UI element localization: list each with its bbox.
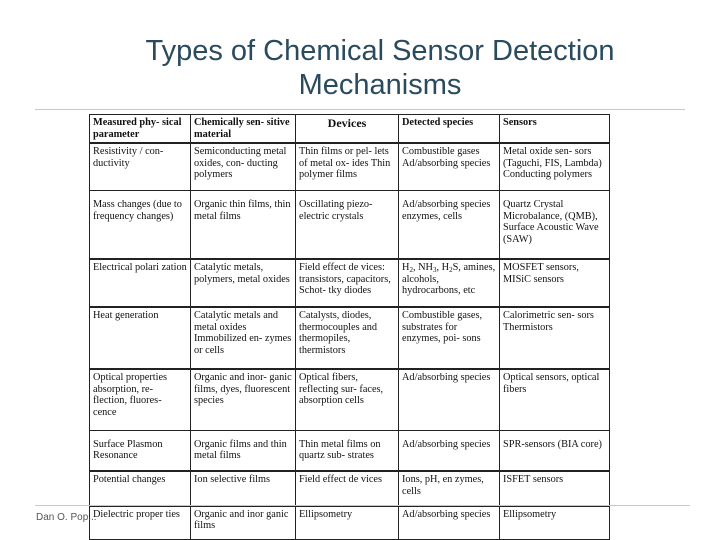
cell-sensors: MOSFET sensors, MISiC sensors: [500, 259, 610, 307]
cell-sensors: Metal oxide sen- sors (Taguchi, FIS, Lambda) Conducting polymers: [500, 143, 610, 191]
cell-species: Ad/absorbing species enzymes, cells: [399, 191, 500, 259]
cell-devices: Ellipsometry: [296, 506, 399, 540]
cell-species: Combustible gases Ad/absorbing species: [399, 143, 500, 191]
cell-parameter: Optical properties absorption, re- flection, fluores- cence: [90, 369, 191, 430]
slide-title: Types of Chemical Sensor Detection Mechanisms: [145, 35, 615, 101]
footer-author: Dan O. Pop...: [36, 512, 97, 523]
table-row: [90, 191, 610, 259]
cell-material: Semiconducting metal oxides, con- ducting polymers: [191, 143, 296, 191]
cell-devices: Optical fibers, reflecting sur- faces, absorption cells: [296, 369, 399, 430]
cell-species: Combustible gases, substrates for enzymes, poi- sons: [399, 307, 500, 369]
cell-material: Organic thin films, thin metal films: [191, 191, 296, 259]
header-sensors: Sensors: [500, 115, 610, 144]
cell-material: Organic and inor- ganic films, dyes, fluorescent species: [191, 369, 296, 430]
cell-devices: Thin metal films on quartz sub- strates: [296, 430, 399, 471]
cell-parameter: Dielectric proper ties: [90, 506, 191, 540]
footer-divider: [35, 505, 690, 506]
cell-species: Ions, pH, en zymes, cells: [399, 471, 500, 505]
table-row: [90, 430, 610, 471]
cell-sensors: Ellipsometry: [500, 506, 610, 540]
cell-material: Ion selective films: [191, 471, 296, 505]
cell-sensors: SPR-sensors (BIA core): [500, 430, 610, 471]
table-row: [90, 471, 610, 505]
cell-species: $H_2$, $NH_3$, $H_2S$, amines, alcohols, hydrocarbons, etc: [399, 259, 500, 307]
cell-material: Organic films and thin metal films: [191, 430, 296, 471]
table-header-row: [90, 115, 610, 144]
cell-devices: Field effect de vices: [296, 471, 399, 505]
cell-material: Catalytic metals and metal oxides Immobilized en- zymes or cells: [191, 307, 296, 369]
cell-devices: Field effect de vices: transistors, capacitors, Schot- tky diodes: [296, 259, 399, 307]
cell-sensors: Quartz Crystal Microbalance, (QMB), Surface Acoustic Wave (SAW): [500, 191, 610, 259]
cell-parameter: Surface Plasmon Resonance: [90, 430, 191, 471]
header-sensitive-material: Chemically sen- sitive material: [191, 115, 296, 144]
cell-sensors: ISFET sensors: [500, 471, 610, 505]
cell-devices: Thin films or pel- lets of metal ox- ides Thin polymer films: [296, 143, 399, 191]
header-measured-parameter: Measured phy- sical parameter: [90, 115, 191, 144]
cell-species: Ad/absorbing species: [399, 430, 500, 471]
title-divider: [35, 109, 685, 110]
table-row: [90, 369, 610, 430]
cell-devices: Catalysts, diodes, thermocouples and thermopiles, thermistors: [296, 307, 399, 369]
cell-material: Catalytic metals, polymers, metal oxides: [191, 259, 296, 307]
cell-species: Ad/absorbing species: [399, 369, 500, 430]
cell-species: Ad/absorbing species: [399, 506, 500, 540]
cell-devices: Oscillating piezo- electric crystals: [296, 191, 399, 259]
cell-material: Organic and inor ganic films: [191, 506, 296, 540]
cell-sensors: Optical sensors, optical fibers: [500, 369, 610, 430]
header-detected-species: Detected species: [399, 115, 500, 144]
table-row: [90, 307, 610, 369]
cell-parameter: Mass changes (due to frequency changes): [90, 191, 191, 259]
cell-parameter: Electrical polari zation: [90, 259, 191, 307]
sensor-mechanisms-table: [89, 114, 610, 540]
cell-parameter: Resistivity / con- ductivity: [90, 143, 191, 191]
table-row: [90, 143, 610, 191]
table-row: [90, 259, 610, 307]
cell-parameter: Potential changes: [90, 471, 191, 505]
table-row: [90, 506, 610, 540]
header-devices: Devices: [296, 115, 399, 144]
cell-parameter: Heat generation: [90, 307, 191, 369]
cell-sensors: Calorimetric sen- sors Thermistors: [500, 307, 610, 369]
